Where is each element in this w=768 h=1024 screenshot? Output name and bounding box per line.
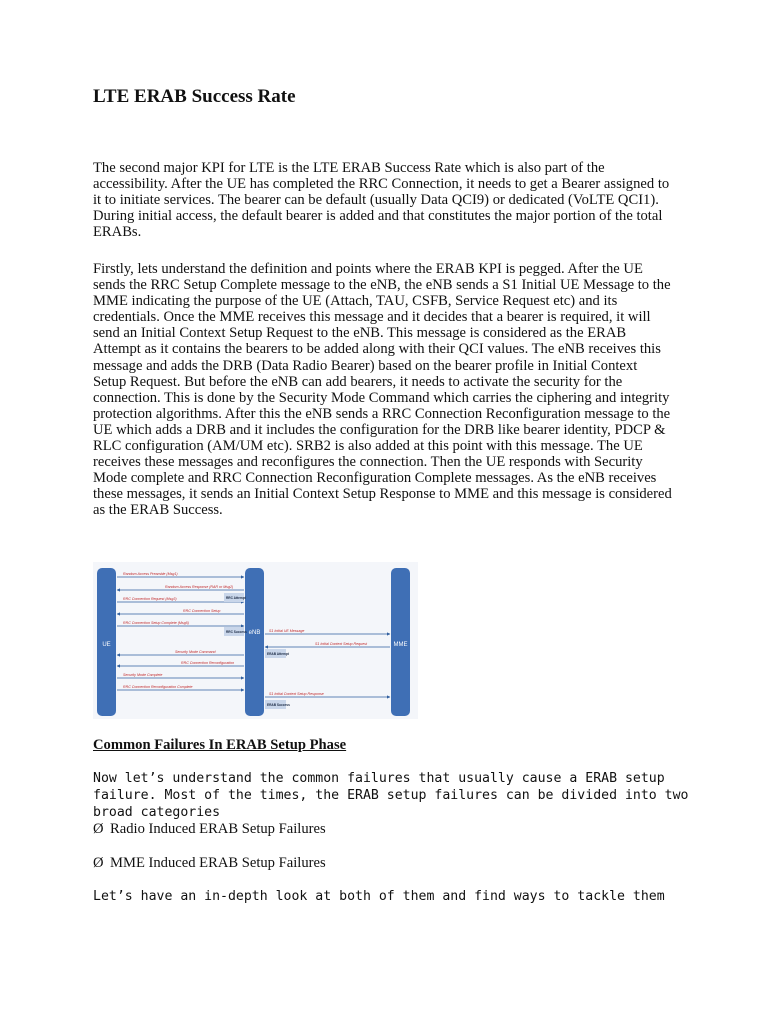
enb-lifeline <box>245 568 264 716</box>
erab-success-label: ERAB Success <box>267 703 290 707</box>
enb-node-label: eNB <box>248 630 261 636</box>
msg-random-access-response: Random Access Response (RAR or Msg2) <box>165 585 234 589</box>
section-heading: Common Failures In ERAB Setup Phase <box>93 737 347 753</box>
intro-paragraph: The second major KPI for LTE is the LTE ERAB Success Rate which is also part of the accessibility. After the UE has completed the RRC Connection, it needs to get a Bearer assigned to it to initiate services. The bearer can be default (usually Data QCI9) or dedicated (VoLTE QCI1). During initial access, the default bearer is added and that constitutes the major portion of the total ERABs. <box>93 160 670 241</box>
list-item <box>93 821 326 838</box>
erab-attempt-label: ERAB Attempt <box>267 652 289 656</box>
bullet-text: Radio Induced ERAB Setup Failures <box>110 821 326 837</box>
msg-security-mode-command: Security Mode Command <box>175 650 216 654</box>
closing-paragraph: Let’s have an in-depth look at both of them and find ways to tackle them <box>93 889 665 904</box>
msg-s1-context-setup-response: S1 Initial Context Setup Response <box>269 692 324 696</box>
msg-s1-initial-ue-message: S1 Initial UE Message <box>269 629 305 633</box>
msg-s1-context-setup-request: S1 Initial Context Setup Request <box>315 642 367 646</box>
erab-call-flow-diagram <box>93 562 418 719</box>
rrc-attempt-label: RRC Attempt <box>226 596 246 600</box>
ue-node-label: UE <box>102 642 111 648</box>
msg-rrc-reconfiguration: RRC Connection Reconfiguration <box>181 661 235 665</box>
msg-rrc-setup-complete: RRC Connection Setup Complete (Msg5) <box>123 621 189 625</box>
list-item <box>93 855 326 872</box>
page-title: LTE ERAB Success Rate <box>93 86 296 107</box>
msg-random-access-preamble: Random Access Preamble (Msg1) <box>123 572 178 576</box>
msg-rrc-reconfiguration-complete: RRC Connection Reconfiguration Complete <box>123 685 193 689</box>
msg-rrc-connection-request: RRC Connection Request (Msg3) <box>123 597 177 601</box>
bullet-text: MME Induced ERAB Setup Failures <box>110 855 326 871</box>
rrc-success-label: RRC Success <box>226 630 247 634</box>
erab-definition-paragraph: Firstly, lets understand the definition and points where the ERAB KPI is pegged. After the UE sends the RRC Setup Complete message to the eNB, the eNB sends a S1 Initial UE Message to the MME indicating the purpose of the UE (Attach, TAU, CSFB, Service Request etc) and its credentials. Once the MME receives this message and it decides that a bearer is required, it will send an Initial Context Setup Request to the eNB. This message is considered as the ERAB Attempt as it contains the bearers to be added along with their QCI values. The eNB receives this message and adds the DRB (Data Radio Bearer) based on the bearer profile in Initial Context Setup Request. But before the eNB can add bearers, it needs to activate the security for the connection. This is done by the Security Mode Command which carries the ciphering and integrity protection algorithms. After this the eNB sends a RRC Connection Reconfiguration message to the UE which adds a DRB and it includes the configuration for the DRB like bearer identity, PDCP & RLC configuration (AM/UM etc). SRB2 is also added at this point with this message. The UE receives these messages and reconfigures the connection. Then the UE responds with Security Mode complete and RRC Connection Reconfiguration Complete messages. As the eNB receives these messages, it sends an Initial Context Setup Response to MME and this message is considered as the ERAB Success. <box>93 261 672 519</box>
bullet-symbol: Ø <box>93 855 104 871</box>
bullet-symbol: Ø <box>93 821 104 837</box>
msg-rrc-connection-setup: RRC Connection Setup <box>183 609 221 613</box>
msg-security-mode-complete: Security Mode Complete <box>123 673 163 677</box>
mme-node-label: MME <box>393 642 408 648</box>
failures-intro-paragraph: Now let’s understand the common failures that usually cause a ERAB setup failure. Most of the times, the ERAB setup failures can be divided into two broad categories <box>93 771 689 820</box>
